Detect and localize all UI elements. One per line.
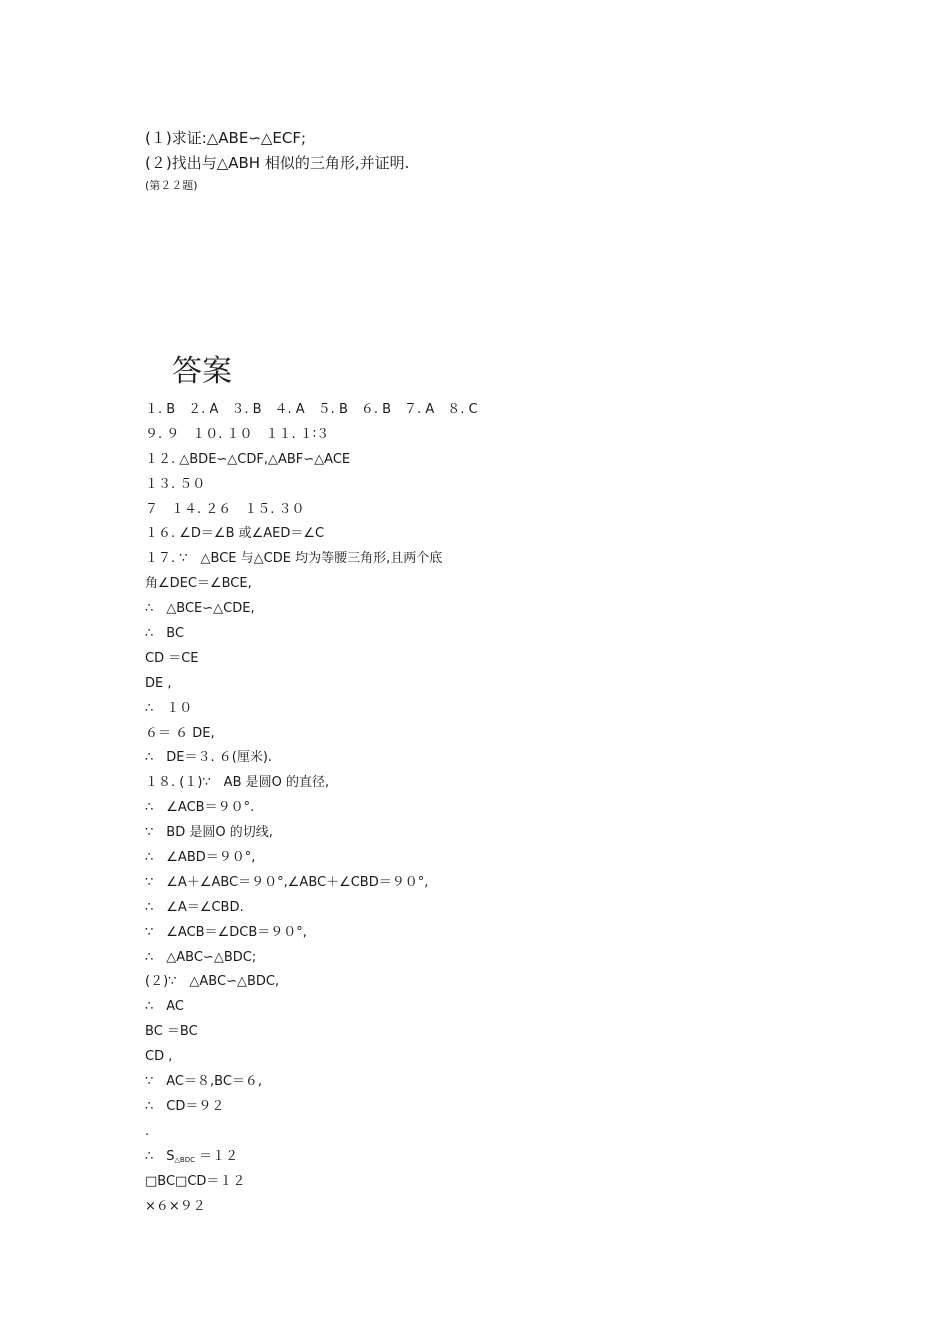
answer-line: ∵ ∠A＋∠ABC＝９０°,∠ABC＋∠CBD＝９０°, [145, 874, 429, 890]
answer-line: １. B ２. A ３. B ４. A ５. B ６. B ７. A ８. C [145, 402, 478, 417]
answer-line-area [145, 1147, 478, 1172]
answer-line: １６. ∠D＝∠B 或∠AED＝∠C [145, 526, 325, 542]
answer-line: １３. ５０ [145, 476, 206, 492]
answer-line: ∴ AC [145, 999, 185, 1015]
answer-line: ∴ BC [145, 626, 185, 642]
question-part-2: (２)找出与△ABH 相似的三角形,并证明. [145, 154, 410, 172]
area-suffix: ＝１２ [195, 1148, 239, 1164]
answer-line: CD , [145, 1049, 173, 1065]
answer-line: ∴ １０ [145, 700, 193, 716]
answer-line: １２. △BDE∽△CDF,△ABF∽△ACE [145, 451, 351, 467]
area-subscript: △BDC [174, 1155, 195, 1164]
answer-line: ∴ △BCE∽△CDE, [145, 601, 255, 617]
answer-line: ∴ CD＝９２ [145, 1098, 225, 1114]
question-part-1: (１)求证:△ABE∽△ECF; [145, 129, 307, 147]
answer-line: DE , [145, 675, 172, 691]
answer-line: ∴ ∠ABD＝９０°, [145, 850, 256, 866]
answer-line: ∴ ∠A＝∠CBD. [145, 899, 244, 915]
answer-line: ∴ DE＝３. ６(厘米). [145, 750, 273, 766]
area-prefix: ∴ S [145, 1148, 175, 1164]
answer-line: (２)∵ △ABC∽△BDC, [145, 974, 280, 990]
answer-line: CD ＝CE [145, 650, 199, 666]
answer-line: ∵ BD 是圆O 的切线, [145, 825, 273, 841]
answer-line: ×６×９２ [145, 1198, 206, 1214]
answer-line: □BC□CD＝１２ [145, 1173, 246, 1189]
answer-line: ∴ △ABC∽△BDC; [145, 949, 257, 965]
answer-line: １７. ∵ △BCE 与△CDE 均为等腰三角形,且两个底 [145, 551, 443, 567]
answer-heading: 答案 [172, 354, 232, 389]
answer-line: BC ＝BC [145, 1024, 198, 1040]
figure-caption: (第２２题) [145, 179, 198, 192]
answer-line: ∵ AC＝８,BC＝６, [145, 1074, 263, 1090]
answer-line: ７ １４. ２６ １５. ３０ [145, 501, 305, 517]
answer-list [145, 400, 478, 1221]
answer-line: 角∠DEC＝∠BCE, [145, 576, 252, 592]
answer-line: ∴ ∠ACB＝９０°. [145, 800, 255, 816]
answer-line: ６＝ ６ DE, [145, 725, 215, 741]
answer-line: . [145, 1123, 150, 1139]
answer-line: ９. ９ １０. １０ １１. １∶３ [145, 426, 330, 442]
answer-line: ∵ ∠ACB＝∠DCB＝９０°, [145, 924, 307, 940]
answer-line: １８. (１)∵ AB 是圆O 的直径, [145, 775, 330, 791]
